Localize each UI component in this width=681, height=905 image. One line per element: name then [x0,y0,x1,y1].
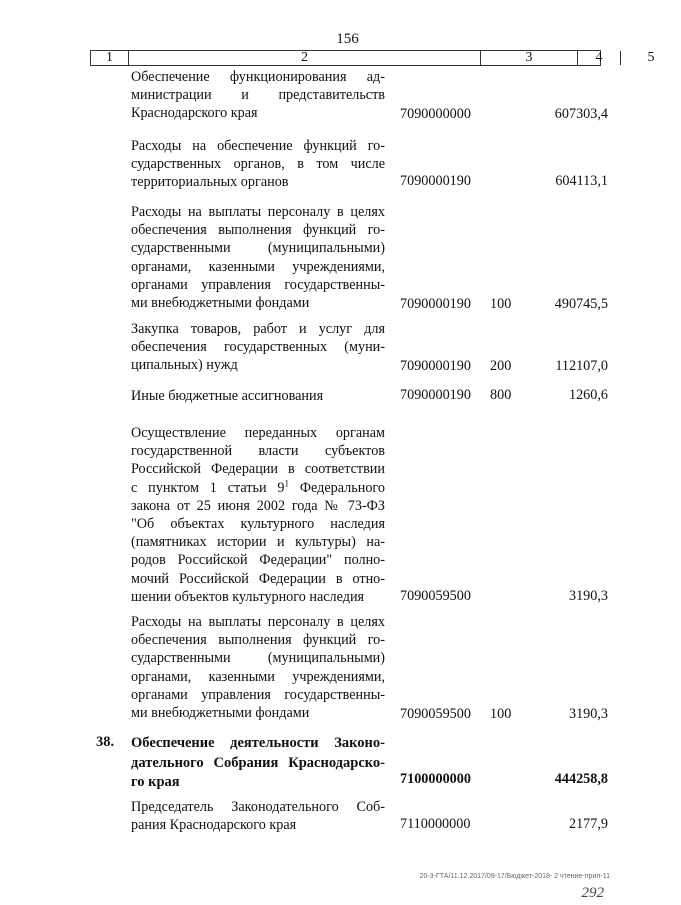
row-name-line: шении объектов культурного наследия [131,588,365,605]
stamp-number: 292 [581,885,604,901]
row-name-line: сударственных органов, в том числе [131,156,385,173]
row-number: 38. [96,734,115,750]
row-code: 7090000190 [400,358,471,374]
row-name-line: сударственными (муниципальными) [131,240,385,257]
row-code: 7100000000 [400,771,471,787]
row-amount: 3190,3 [568,588,608,604]
row-amount: 2177,9 [568,816,608,832]
row-name [131,734,385,793]
footnote-superscript: 1 [284,477,289,488]
row-name [131,613,385,722]
row-name-line: органами, казенными учреждениями, [131,668,385,685]
row-name-line: (памятниках истории и культуры) на- [131,534,385,551]
row-code: 7090000190 [400,296,471,312]
row-name-line: обеспечения выполнения функций го- [131,632,385,649]
row-name-line: территориальных органов [131,174,289,191]
row-name-line: родов Российской Федерации" полно- [131,552,385,569]
row-name [131,387,385,405]
header-col-1: 1 [91,51,129,65]
row-name-line: Российской Федерации в соответствии [131,461,385,478]
row-name-line: Расходы на обеспечение функций го- [131,138,385,154]
row-expense-type: 800 [490,387,512,403]
row-name-line: министрации и представительств [131,87,385,104]
row-amount: 1260,6 [568,387,608,403]
row-amount: 112107,0 [555,358,608,374]
row-name-line: Расходы на выплаты персоналу в целях [131,204,385,220]
row-name [131,424,385,606]
row-amount: 607303,4 [554,106,608,122]
row-name-line: Обеспечение функционирования ад- [131,69,385,85]
row-code: 7090059500 [400,588,471,604]
footer-note: 20-3-ГТА/11.12.2017/09-17/Бюджет-2018- 2 чтение-прил-11 [419,873,610,880]
row-name-line: ми внебюджетными фондами [131,705,310,722]
row-amount: 444258,8 [554,771,608,787]
row-name-line: обеспечения государственных (муни- [131,339,385,356]
row-name-line: сударственными (муниципальными) [131,650,385,667]
row-amount: 3190,3 [568,706,608,722]
row-name-line: Закупка товаров, работ и услуг для [131,321,385,337]
row-name-line: ципальных) нужд [131,357,238,374]
row-name-line: обеспечения выполнения функций го- [131,222,385,239]
row-name-line: Расходы на выплаты персоналу в целях [131,614,385,630]
header-col-4: 4 [578,51,621,65]
header-col-3: 3 [481,51,578,65]
row-code: 7110000000 [400,816,471,832]
row-code: 7090000190 [400,387,471,403]
row-name [131,320,385,375]
row-name-line: мочий Российской Федерации в отно- [131,570,385,587]
row-name-line: закона от 25 июня 2002 года № 73-ФЗ [131,497,385,514]
row-expense-type: 200 [490,358,512,374]
header-col-2: 2 [129,51,481,65]
row-name-line: Иные бюджетные ассигнования [131,388,324,404]
header-col-5: 5 [647,50,655,65]
row-name [131,798,385,834]
row-name-line: ми внебюджетными фондами [131,295,310,312]
row-name [131,68,385,123]
row-name-line: Председатель Законодательного Соб- [131,799,385,815]
row-name [131,137,385,192]
row-name-line: с пунктом 1 статьи $9^1$ Федерального [131,477,385,496]
row-code: 7090059500 [400,706,471,722]
row-expense-type: 100 [490,706,512,722]
row-name-line: Осуществление переданных органам [131,425,385,441]
row-code: 7090000190 [400,173,471,189]
row-name-line: "Об объектах культурного наследия [131,516,385,533]
row-amount: 604113,1 [555,173,608,189]
row-expense-type: 100 [490,296,512,312]
row-name [131,203,385,312]
row-name-line: Обеспечение деятельности Законо- [131,735,385,751]
row-name-line: органами управления государственны- [131,276,385,293]
row-name-line: Краснодарского края [131,105,258,122]
row-name-line: органами управления государственны- [131,686,385,703]
row-name-line: дательного Собрания Краснодарско- [131,754,385,771]
row-code: 7090000000 [400,106,471,122]
row-name-line: государственной власти субъектов [131,443,385,460]
row-name-line: рания Краснодарского края [131,817,297,834]
page-number: 156 [336,31,359,47]
row-name-line: го края [131,774,180,790]
table-header-row [90,50,655,66]
row-name-line: органами, казенными учреждениями, [131,258,385,275]
row-amount: 490745,5 [554,296,608,312]
